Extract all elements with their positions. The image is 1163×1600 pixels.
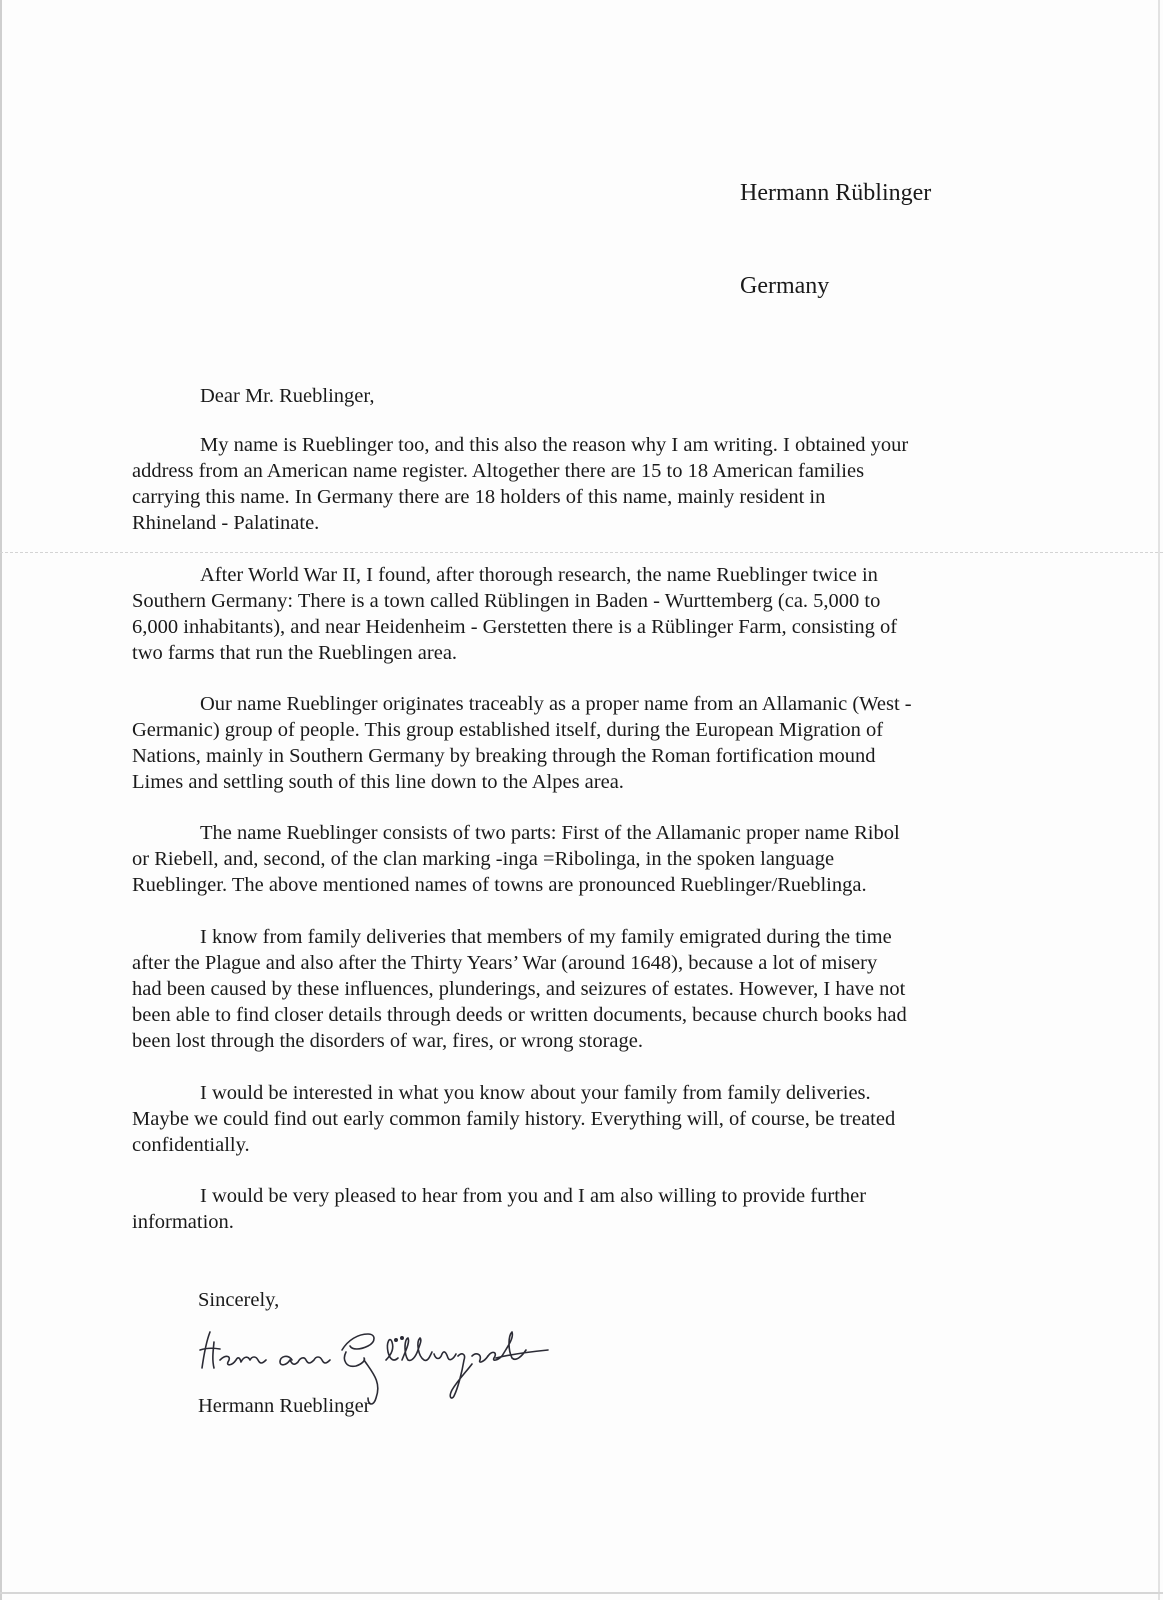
page-left-edge bbox=[0, 0, 2, 1600]
salutation: Dear Mr. Rueblinger, bbox=[200, 385, 375, 407]
paragraph-4 bbox=[132, 820, 992, 898]
paragraph-line: information. bbox=[132, 1211, 234, 1233]
paragraph-line: Germanic) group of people. This group established itself, during the European Migration of bbox=[132, 719, 884, 741]
sender-name: Hermann Rüblinger bbox=[740, 180, 932, 206]
paragraph-line: Maybe we could find out early common family history. Everything will, of course, be treated bbox=[132, 1108, 896, 1130]
paragraph-line: or Riebell, and, second, of the clan marking -inga =Ribolinga, in the spoken language bbox=[132, 848, 835, 870]
sender-country: Germany bbox=[740, 273, 830, 299]
paragraph-line: Nations, mainly in Southern Germany by breaking through the Roman fortification mound bbox=[132, 745, 876, 767]
paragraph-line: Rhineland - Palatinate. bbox=[132, 512, 320, 534]
paragraph-line: I would be interested in what you know about your family from family deliveries. bbox=[200, 1082, 871, 1104]
paper-fold-line bbox=[0, 552, 1163, 553]
paragraph-line: after the Plague and also after the Thirty Years’ War (around 1648), because a lot of misery bbox=[132, 952, 878, 974]
paragraph-1 bbox=[132, 432, 992, 536]
paragraph-line: carrying this name. In Germany there are 18 holders of this name, mainly resident in bbox=[132, 486, 826, 508]
paragraph-line: Our name Rueblinger originates traceably as a proper name from an Allamanic (West - bbox=[200, 693, 912, 715]
page-right-edge bbox=[1158, 0, 1160, 1600]
paragraph-line: I would be very pleased to hear from you and I am also willing to provide further bbox=[200, 1185, 867, 1207]
paragraph-7 bbox=[132, 1183, 992, 1235]
paragraph-line: Limes and settling south of this line down to the Alpes area. bbox=[132, 771, 624, 793]
paragraph-line: After World War II, I found, after thorough research, the name Rueblinger twice in bbox=[200, 564, 878, 586]
printed-signatory-name: Hermann Rueblinger bbox=[198, 1395, 371, 1417]
paragraph-line: Southern Germany: There is a town called Rüblingen in Baden - Wurttemberg (ca. 5,000 to bbox=[132, 590, 881, 612]
paragraph-line: been able to find closer details through deeds or written documents, because church books had bbox=[132, 1004, 907, 1026]
page-bottom-edge bbox=[0, 1592, 1163, 1594]
paragraph-line: The name Rueblinger consists of two parts: First of the Allamanic proper name Ribol bbox=[200, 822, 900, 844]
paragraph-line: 6,000 inhabitants), and near Heidenheim - Gerstetten there is a Rüblinger Farm, consisting of bbox=[132, 616, 898, 638]
paragraph-6 bbox=[132, 1080, 992, 1158]
paragraph-line: two farms that run the Rueblingen area. bbox=[132, 642, 458, 664]
paragraph-line: Rueblinger. The above mentioned names of towns are pronounced Rueblinger/Rueblinga. bbox=[132, 874, 867, 896]
closing: Sincerely, bbox=[198, 1289, 280, 1311]
paragraph-2 bbox=[132, 562, 992, 666]
paragraph-line: been lost through the disorders of war, fires, or wrong storage. bbox=[132, 1030, 643, 1052]
paragraph-3 bbox=[132, 691, 992, 795]
paragraph-5 bbox=[132, 924, 992, 1054]
paragraph-line: My name is Rueblinger too, and this also the reason why I am writing. I obtained your bbox=[200, 434, 909, 456]
paragraph-line: I know from family deliveries that members of my family emigrated during the time bbox=[200, 926, 892, 948]
paragraph-line: address from an American name register. Altogether there are 15 to 18 American families bbox=[132, 460, 865, 482]
paragraph-line: confidentially. bbox=[132, 1134, 250, 1156]
paragraph-line: had been caused by these influences, plunderings, and seizures of estates. However, I have not bbox=[132, 978, 906, 1000]
